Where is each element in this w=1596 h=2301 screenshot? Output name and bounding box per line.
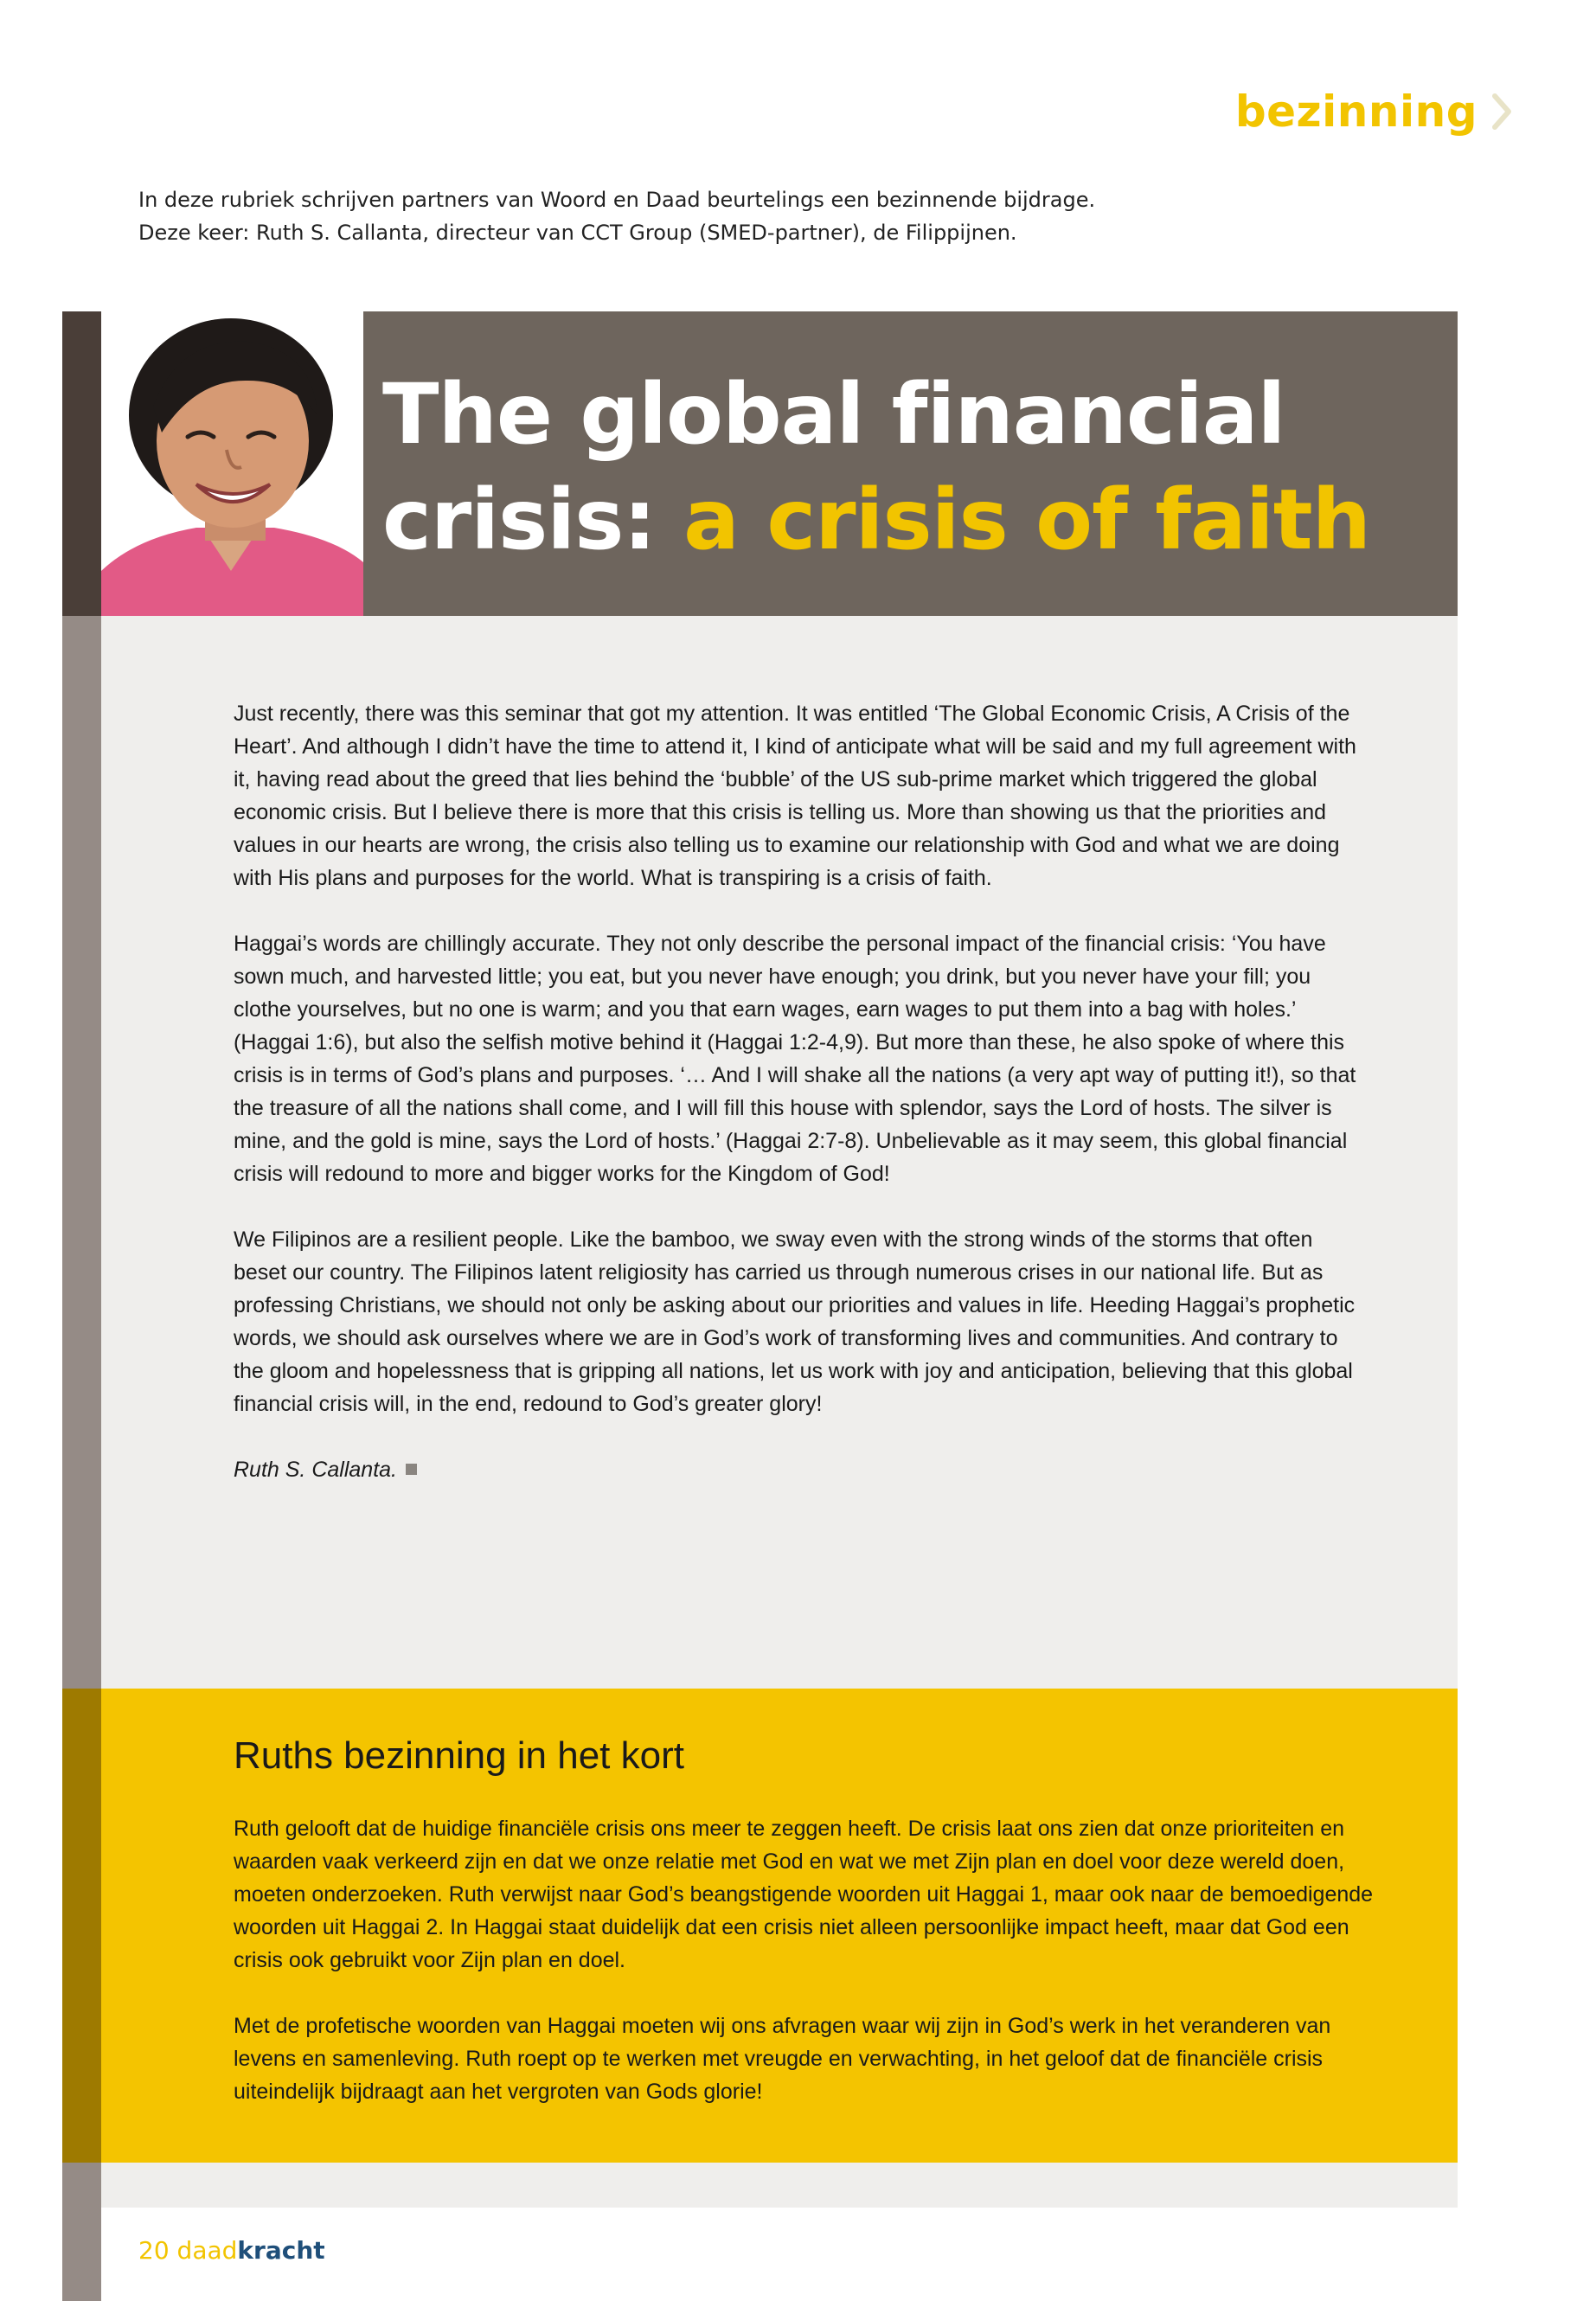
side-bar-gold <box>62 1689 101 2163</box>
summary-paragraph-1: Ruth gelooft dat de huidige financiële crisis ons meer te zeggen heeft. De crisis laat ons zien dat onze prioriteiten en waarden vaak verkeerd zijn en dat we onze relatie met God en wat we met Zijn plan en doel voor deze wereld doen, moeten onderzoeken. Ruth verwijst naar God’s beangstigende woorden uit Haggai 1, maar ook naar de bemoedigende woorden uit Haggai 2. In Haggai staat duidelijk dat een crisis niet alleen persoonlijke impact heeft, maar dat God een crisis ook gebruikt voor Zijn plan en doel. <box>234 1817 1374 1972</box>
article-paragraph-2: Haggai’s words are chillingly accurate. They not only describe the personal impact of the financial crisis: ‘You have sown much, and harvested little; you eat, but you never have enough; you drink, but you never have your fill; you clothe yourselves, but no one is warm; and you that earn wages, earn wages to put them into a bag with holes.’ (Haggai 1:6), but also the selfish motive behind it (Haggai 1:2-4,9). But more than these, he also spoke of where this crisis is in terms of God’s plans and purposes. ‘… And I will shake all the nations (a very apt way of putting it!), so that the treasure of all the nations shall come, and I will fill this house with splendor, says the Lord of hosts. The silver is mine, and the gold is mine, says the Lord of hosts.’ (Haggai 2:7-8). Unbelievable as it may seem, this global financial crisis will redound to more and bigger works for the Kingdom of God! <box>234 932 1356 1186</box>
title-line-2-prefix: crisis: <box>382 471 684 568</box>
article-signature-line <box>234 1453 1367 1486</box>
brand-light: daad <box>176 2236 238 2265</box>
brand-bold: kracht <box>237 2236 325 2265</box>
article-paragraph-1: Just recently, there was this seminar that got my attention. It was entitled ‘The Global Economic Crisis, A Crisis of the Heart’. And although I didn’t have the time to attend it, I kind of anticipate what will be said and my full agreement with it, having read about the greed that lies behind the ‘bubble’ of the US sub-prime market which triggered the global economic crisis. But I believe there is more that this crisis is telling us. More than showing us that the priorities and values in our hearts are wrong, the crisis also telling us to examine our relationship with God and what we are doing with His plans and purposes for the world. What is transpiring is a crisis of faith. <box>234 702 1356 890</box>
article-body <box>234 697 1367 1519</box>
footer-strip <box>101 2163 1458 2208</box>
side-bar-top <box>62 311 101 616</box>
section-label <box>1235 87 1514 137</box>
intro-line-2: Deze keer: Ruth S. Callanta, directeur van CCT Group (SMED-partner), de Filippijnen. <box>138 221 1017 245</box>
summary-paragraph-2: Met de profetische woorden van Haggai moeten wij ons afvragen waar wij zijn in God’s werk in het veranderen van levens en samenleving. Ruth roept op te werken met vreugde en verwachting, in het geloof dat de financiële crisis uiteindelijk bijdraagt aan het vergroten van Gods glorie! <box>234 2014 1331 2104</box>
side-bar-middle <box>62 616 101 1689</box>
author-portrait <box>101 311 363 616</box>
summary-heading: Ruths bezinning in het kort <box>234 1734 684 1777</box>
intro-line-1: In deze rubriek schrijven partners van Woord en Daad beurtelings een bezinnende bijdrage. <box>138 188 1096 212</box>
summary-body <box>234 1812 1375 2141</box>
section-label-text: bezinning <box>1234 87 1477 137</box>
square-end-mark-icon <box>406 1464 417 1475</box>
side-bar-bottom <box>62 2163 101 2301</box>
title-line-1: The global financial <box>382 366 1285 463</box>
article-paragraph-3: We Filipinos are a resilient people. Like the bamboo, we sway even with the strong winds of the storms that often beset our country. The Filipinos latent religiosity has carried us through numerous crises in our national life. But as professing Christians, we should not only be asking about our priorities and values in life. Heeding Haggai’s prophetic words, we should ask ourselves where we are in God’s work of transforming lives and communities. And contrary to the gloom and hopelessness that is gripping all nations, let us work with joy and anticipation, believing that this global financial crisis will, in the end, redound to God’s greater glory! <box>234 1227 1356 1416</box>
intro-text <box>138 183 1436 249</box>
page-footer <box>138 2236 325 2265</box>
magazine-brand <box>177 2236 325 2265</box>
article-signature: Ruth S. Callanta. <box>234 1458 397 1482</box>
title-line-2-accent: a crisis of faith <box>683 471 1370 568</box>
article-title <box>382 362 1446 573</box>
chevron-right-icon <box>1490 93 1514 131</box>
page-number: 20 <box>138 2236 170 2265</box>
